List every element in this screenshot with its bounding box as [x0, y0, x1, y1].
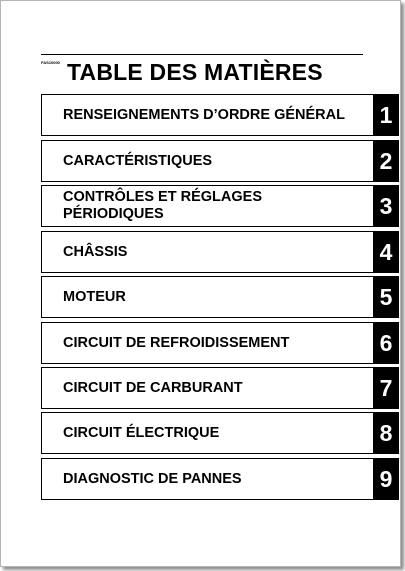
- toc-item-fuel-system[interactable]: [41, 367, 399, 409]
- chapter-number-tab: 9: [374, 459, 398, 499]
- chapter-number-tab: 2: [374, 141, 398, 181]
- toc-item-label-cell: [42, 141, 374, 181]
- toc-item-specifications[interactable]: [41, 140, 399, 182]
- toc-item-label: CIRCUIT DE CARBURANT: [63, 379, 243, 396]
- toc-item-label-cell: [42, 323, 374, 363]
- toc-item-label: MOTEUR: [63, 288, 126, 305]
- chapter-number-tab: 8: [374, 413, 398, 453]
- chapter-number-tab: 5: [374, 277, 398, 317]
- toc-item-label: CIRCUIT DE REFROIDISSEMENT: [63, 334, 290, 351]
- toc-item-label: [63, 189, 262, 223]
- toc-item-general-info[interactable]: [41, 94, 399, 136]
- toc-item-label-line-2: PÉRIODIQUES: [63, 206, 164, 222]
- toc-item-label-cell: [42, 232, 374, 272]
- toc-item-label-cell: [42, 413, 374, 453]
- toc-item-label: CIRCUIT ÉLECTRIQUE: [63, 424, 220, 441]
- toc-item-label: RENSEIGNEMENTS D’ORDRE GÉNÉRAL: [63, 106, 345, 123]
- toc-item-troubleshooting[interactable]: [41, 458, 399, 500]
- page-title: TABLE DES MATIÈRES: [67, 59, 323, 85]
- chapter-number-tab: 6: [374, 323, 398, 363]
- toc-item-label: DIAGNOSTIC DE PANNES: [63, 470, 242, 487]
- toc-item-chassis[interactable]: [41, 231, 399, 273]
- toc-item-engine[interactable]: [41, 276, 399, 318]
- toc-item-label-cell: [42, 95, 374, 135]
- toc-item-label: CARACTÉRISTIQUES: [63, 152, 213, 169]
- chapter-number-tab: 4: [374, 232, 398, 272]
- toc-item-electrical-system[interactable]: [41, 412, 399, 454]
- document-code: FAS10000: [41, 60, 60, 65]
- header-rule: [41, 54, 363, 55]
- toc-item-label-cell: [42, 459, 374, 499]
- chapter-number-tab: 1: [374, 95, 398, 135]
- toc-item-label-cell: [42, 186, 374, 226]
- toc-item-cooling-system[interactable]: [41, 322, 399, 364]
- toc-item-label-line-1: CONTRÔLES ET RÉGLAGES: [63, 189, 262, 205]
- toc-item-label-cell: [42, 368, 374, 408]
- chapter-number-tab: 3: [374, 186, 398, 226]
- toc-item-periodic-checks[interactable]: [41, 185, 399, 227]
- toc-item-label-cell: [42, 277, 374, 317]
- chapter-number-tab: 7: [374, 368, 398, 408]
- toc-item-label: CHÂSSIS: [63, 243, 128, 260]
